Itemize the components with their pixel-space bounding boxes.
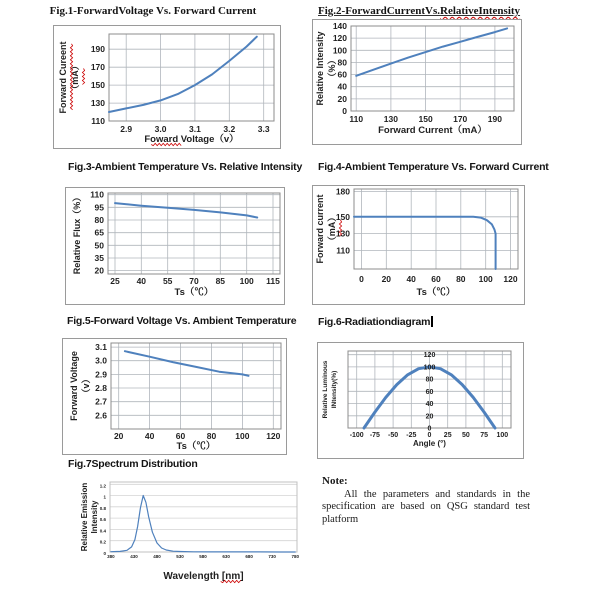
svg-text:40: 40 (425, 401, 434, 409)
svg-text:100: 100 (423, 364, 436, 372)
svg-text:730: 730 (268, 554, 276, 559)
note-heading: Note: (322, 475, 348, 487)
fig2-title (318, 5, 520, 17)
svg-text:110: 110 (336, 245, 350, 256)
svg-text:70: 70 (189, 276, 199, 286)
svg-text:3.3: 3.3 (257, 124, 270, 134)
svg-text:2.6: 2.6 (95, 410, 107, 421)
svg-text:0: 0 (342, 106, 347, 116)
fig2-title-misspelled: RelativeIntensity (440, 5, 521, 17)
svg-text:110: 110 (91, 116, 105, 126)
svg-text:-100: -100 (349, 432, 364, 439)
fig3-chart (65, 187, 285, 305)
svg-text:20: 20 (337, 93, 347, 104)
svg-text:0: 0 (427, 425, 432, 433)
svg-text:0.2: 0.2 (99, 539, 106, 545)
svg-text:150: 150 (90, 80, 105, 91)
svg-text:Forward Cureent: Forward Cureent (58, 41, 68, 114)
svg-text:100: 100 (235, 431, 250, 441)
svg-text:100: 100 (239, 276, 254, 286)
svg-text:Relative Flux（%）: Relative Flux（%） (72, 192, 82, 275)
svg-text:80: 80 (206, 431, 217, 441)
svg-text:25: 25 (443, 432, 452, 439)
note-body: All the parameters and standards in the specification are based on QSG standard test platform (322, 489, 530, 525)
svg-text:40: 40 (337, 81, 347, 92)
svg-text:Relative Luminous: Relative Luminous (322, 360, 329, 419)
svg-text:0: 0 (103, 551, 106, 556)
fig4-chart (312, 185, 525, 305)
svg-text:Angle (°): Angle (°) (413, 439, 446, 448)
svg-text:580: 580 (199, 554, 207, 559)
svg-text:130: 130 (383, 114, 398, 124)
svg-text:120: 120 (423, 352, 436, 360)
svg-text:INtensity(%): INtensity(%) (331, 370, 338, 409)
svg-text:80: 80 (337, 57, 347, 68)
fig7-title: Fig.7Spectrum Distribution (68, 458, 198, 470)
svg-text:（mA）: （mA） (70, 61, 80, 94)
svg-text:0.4: 0.4 (99, 528, 106, 534)
svg-text:110: 110 (349, 114, 364, 124)
svg-text:0: 0 (427, 432, 432, 439)
svg-text:80: 80 (425, 376, 434, 384)
svg-text:1.2: 1.2 (99, 483, 106, 489)
fig4-chart-plot (313, 186, 524, 304)
svg-text:65: 65 (94, 227, 104, 238)
svg-text:Ts（℃）: Ts（℃） (416, 287, 456, 298)
svg-text:Ts（℃）: Ts（℃） (176, 441, 216, 452)
svg-text:20: 20 (113, 431, 124, 441)
svg-text:3.1: 3.1 (95, 342, 107, 353)
svg-text:190: 190 (487, 114, 502, 124)
svg-text:（mA）: （mA） (327, 212, 337, 246)
svg-text:130: 130 (335, 228, 350, 239)
fig2-chart-plot (313, 20, 521, 144)
svg-text:680: 680 (245, 554, 253, 559)
svg-text:530: 530 (176, 554, 184, 559)
svg-text:60: 60 (337, 69, 347, 80)
svg-text:Relative Intensity: Relative Intensity (315, 31, 325, 106)
svg-text:80: 80 (456, 274, 466, 284)
svg-text:Forward current: Forward current (315, 194, 325, 264)
svg-text:Forward Current（mA）: Forward Current（mA） (378, 125, 487, 136)
svg-text:0: 0 (359, 274, 364, 284)
svg-text:40: 40 (136, 276, 147, 286)
svg-text:3.0: 3.0 (95, 355, 107, 366)
svg-text:150: 150 (418, 114, 433, 124)
fig3-title: Fig.3-Ambient Temperature Vs. Relative Intensity (68, 161, 303, 173)
svg-text:60: 60 (425, 388, 434, 396)
svg-text:20: 20 (381, 274, 392, 284)
fig7-chart (75, 474, 305, 586)
text-cursor (431, 316, 433, 327)
fig2-title-plain: Fig.2-ForwardCurrentVs. (318, 5, 440, 17)
svg-text:170: 170 (90, 62, 105, 73)
svg-text:Forward Voltage: Forward Voltage (69, 351, 79, 421)
svg-text:140: 140 (332, 21, 347, 31)
svg-text:630: 630 (222, 554, 230, 559)
fig5-chart-plot (63, 339, 286, 454)
svg-text:2.7: 2.7 (95, 396, 107, 407)
svg-text:Wavelength [nm]: Wavelength [nm] (163, 571, 244, 582)
svg-text:170: 170 (453, 114, 468, 124)
svg-text:3.2: 3.2 (223, 124, 236, 134)
svg-text:3.0: 3.0 (154, 124, 167, 134)
svg-text:-50: -50 (388, 432, 399, 439)
svg-text:2.9: 2.9 (120, 124, 133, 134)
svg-text:Ts（℃）: Ts（℃） (174, 287, 214, 298)
svg-text:2.8: 2.8 (95, 383, 107, 393)
svg-text:85: 85 (215, 276, 226, 286)
note-section (322, 475, 530, 526)
svg-text:150: 150 (335, 211, 350, 222)
fig1-chart-plot (54, 26, 280, 148)
svg-text:3.1: 3.1 (188, 124, 201, 134)
svg-text:75: 75 (480, 432, 488, 439)
svg-text:110: 110 (90, 189, 104, 200)
svg-text:60: 60 (431, 274, 441, 284)
fig3-chart-plot (66, 188, 284, 304)
svg-text:120: 120 (332, 33, 347, 44)
svg-text:95: 95 (94, 202, 104, 213)
svg-text:Intensity: Intensity (90, 500, 99, 534)
svg-text:-25: -25 (406, 432, 417, 439)
svg-text:50: 50 (462, 432, 470, 439)
svg-text:100: 100 (478, 274, 493, 284)
fig5-title: Fig.5-Forward Voltage Vs. Ambient Temperature (67, 315, 297, 327)
svg-text:0.6: 0.6 (99, 517, 106, 523)
fig5-chart (62, 338, 287, 455)
svg-text:180: 180 (335, 186, 350, 197)
fig4-title: Fig.4-Ambient Temperature Vs. Forward Current (318, 161, 549, 173)
svg-text:-75: -75 (369, 432, 380, 439)
svg-text:60: 60 (175, 431, 186, 441)
svg-text:100: 100 (496, 432, 509, 439)
svg-text:25: 25 (110, 276, 120, 286)
svg-text:Relative Emission: Relative Emission (80, 482, 89, 552)
svg-text:（v）: （v） (81, 374, 91, 398)
svg-text:120: 120 (503, 274, 518, 284)
svg-text:50: 50 (94, 240, 104, 251)
fig6-chart-plot (318, 343, 523, 458)
svg-text:780: 780 (291, 554, 299, 559)
svg-text:40: 40 (406, 274, 416, 284)
svg-text:20: 20 (94, 265, 104, 276)
svg-text:20: 20 (425, 413, 434, 421)
fig1-title: Fig.1-ForwardVoltage Vs. Forward Current (49, 5, 257, 17)
svg-text:35: 35 (94, 253, 104, 263)
fig7-chart-plot (75, 474, 305, 586)
svg-text:130: 130 (90, 98, 105, 109)
svg-text:80: 80 (94, 215, 104, 225)
svg-text:40: 40 (144, 431, 155, 441)
svg-text:2.9: 2.9 (95, 369, 107, 380)
svg-text:480: 480 (153, 554, 161, 559)
fig2-chart (312, 19, 522, 145)
svg-text:Foward Voltage（v）: Foward Voltage（v） (144, 134, 239, 145)
svg-text:（%）: （%） (327, 55, 337, 82)
svg-text:430: 430 (130, 554, 138, 559)
fig1-chart (53, 25, 281, 149)
svg-text:120: 120 (266, 431, 281, 441)
svg-text:380: 380 (107, 554, 115, 559)
svg-text:0.8: 0.8 (99, 505, 106, 511)
svg-text:115: 115 (266, 276, 280, 286)
fig6-title: Fig.6-Radiationdiagram (318, 316, 433, 328)
svg-text:100: 100 (332, 45, 347, 56)
svg-text:55: 55 (162, 276, 173, 286)
svg-text:1: 1 (103, 494, 106, 500)
svg-text:190: 190 (90, 44, 105, 55)
fig6-chart (317, 342, 524, 459)
